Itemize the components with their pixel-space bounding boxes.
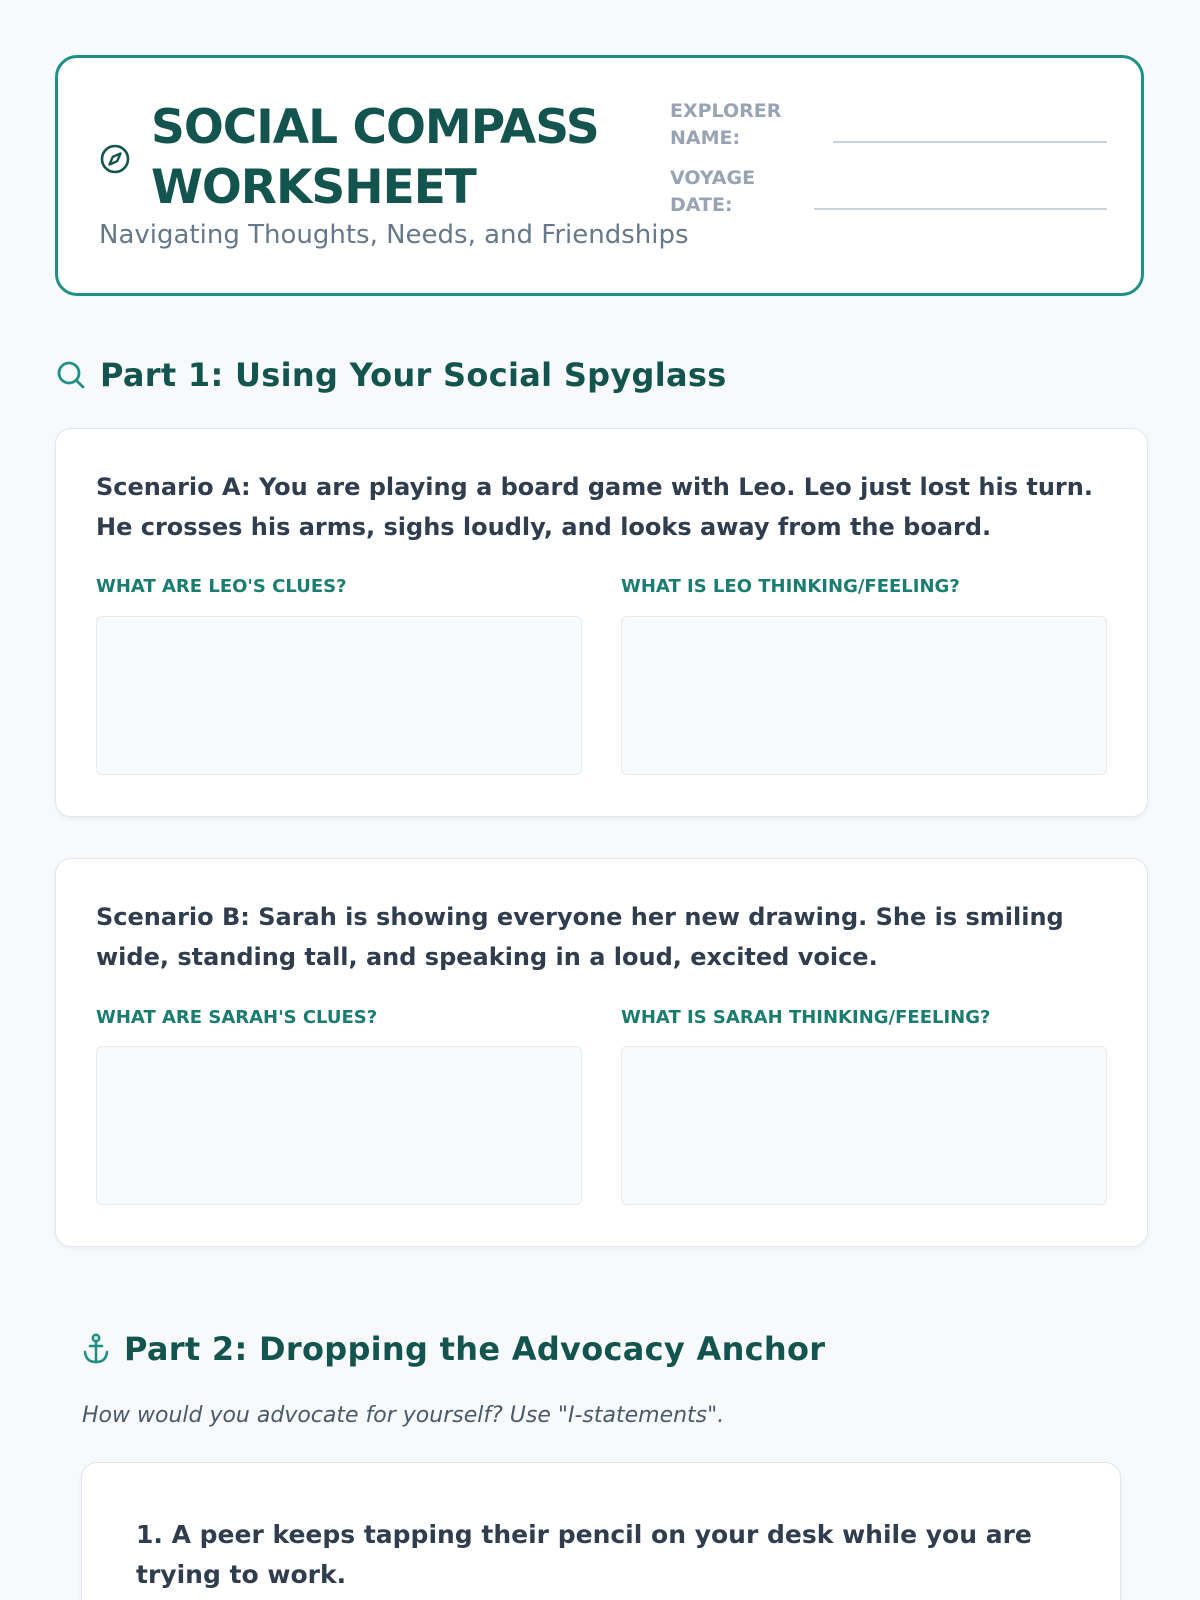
question-card-1 [81,1462,1121,1600]
search-icon [55,359,87,391]
part2-heading-text: Part 2: Dropping the Advocacy Anchor [124,1330,826,1368]
scenario-a-clues-label: WHAT ARE LEO'S CLUES? [96,576,347,597]
scenario-b-thinking-answer[interactable] [621,1046,1107,1205]
part2-heading [81,1330,825,1368]
compass-icon [99,143,131,175]
scenario-b-text: Scenario B: Sarah is showing everyone her new drawing. She is smiling wide, standing tall, and speaking in a loud, excited voice. [96,903,1064,971]
part1-heading [55,356,727,394]
explorer-name-label: EXPLORER NAME: [670,100,782,149]
scenario-a-clues-answer[interactable] [96,616,582,775]
voyage-date-field[interactable] [814,208,1107,210]
scenario-b-clues-answer[interactable] [96,1046,582,1205]
part1-heading-text: Part 1: Using Your Social Spyglass [100,356,727,394]
part2-instructions: How would you advocate for yourself? Use "I-statements". [82,1403,725,1428]
scenario-a-thinking-answer[interactable] [621,616,1107,775]
question-1-text: 1. A peer keeps tapping their pencil on your desk while you are trying to work. [136,1520,1032,1589]
scenario-b-clues-label: WHAT ARE SARAH'S CLUES? [96,1007,378,1028]
scenario-card-a [55,428,1148,817]
scenario-card-b [55,858,1148,1247]
scenario-b-thinking-label: WHAT IS SARAH THINKING/FEELING? [621,1007,991,1028]
scenario-a-thinking-label: WHAT IS LEO THINKING/FEELING? [621,576,960,597]
voyage-date-label: VOYAGE DATE: [670,167,756,216]
worksheet-title: SOCIAL COMPASS WORKSHEET [151,100,599,215]
worksheet-header [55,55,1144,296]
worksheet-subtitle: Navigating Thoughts, Needs, and Friendships [99,220,689,250]
anchor-icon [81,1333,111,1365]
scenario-a-text: Scenario A: You are playing a board game with Leo. Leo just lost his turn. He crosses his arms, sighs loudly, and looks away from the board. [96,473,1093,541]
explorer-name-field[interactable] [833,141,1107,143]
